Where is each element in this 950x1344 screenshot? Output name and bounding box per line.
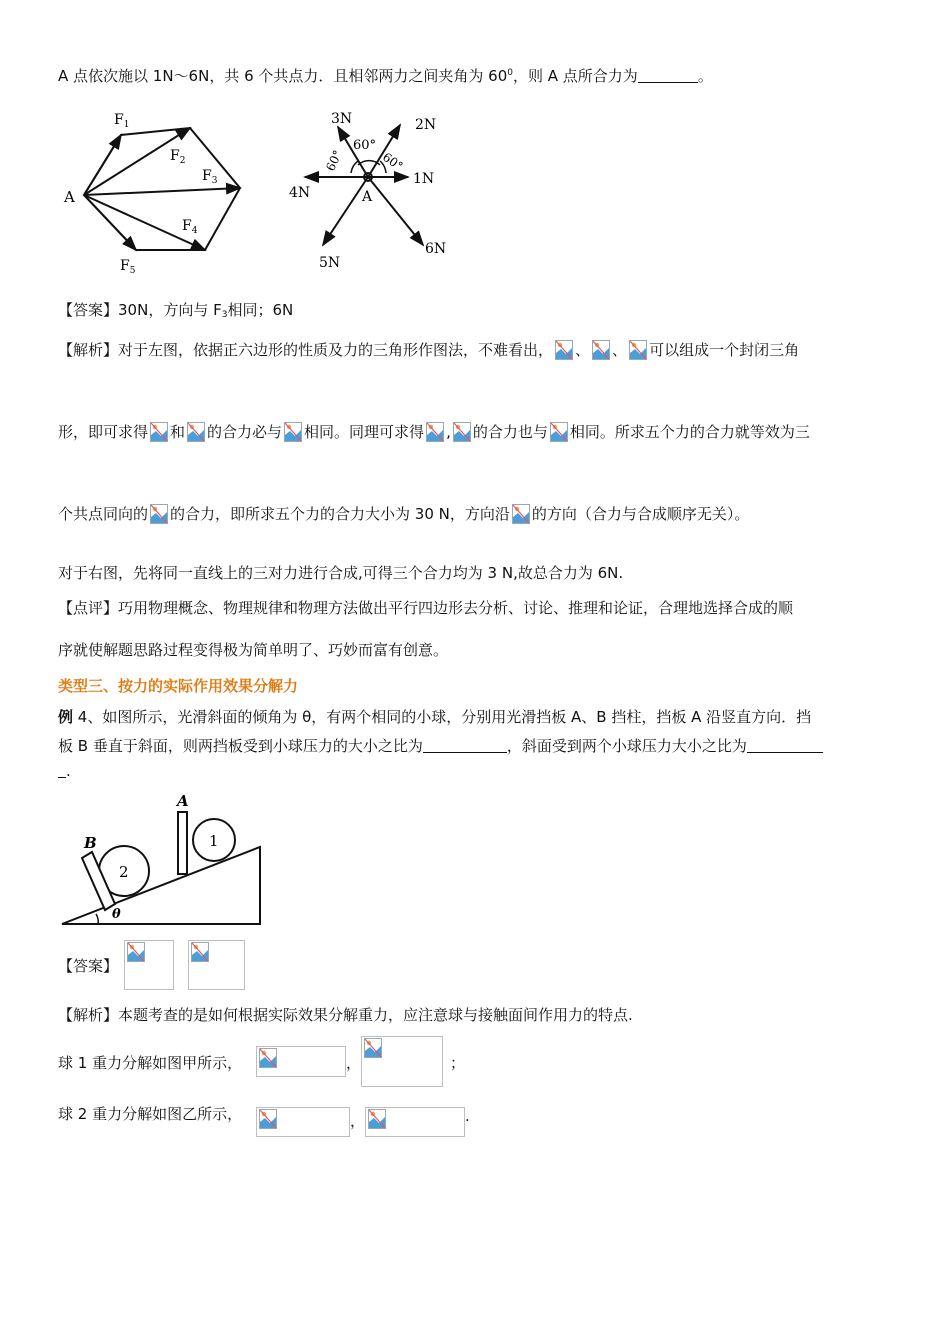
theta-label: θ bbox=[112, 907, 121, 922]
broken-image-icon bbox=[511, 503, 531, 527]
ball-1-line: 球 1 重力分解如图甲所示， bbox=[58, 1054, 243, 1072]
svg-text:F3: $F_3$ bbox=[202, 168, 218, 186]
comment-line-1: 【点评】巧用物理概念、物理规律和物理方法做出平行四边形去分析、讨论、推理和论证，合理地选择合成的顺 bbox=[58, 599, 794, 617]
example-4-line-2: 板 B 垂直于斜面，则两挡板受到小球压力的大小之比为 ，斜面受到两个小球压力大小之比为 bbox=[58, 735, 823, 757]
label-1N: 1N bbox=[413, 171, 435, 187]
analysis-2: 【解析】本题考查的是如何根据实际效果分解重力，应注意球与接触面间作用力的特点. bbox=[58, 1006, 633, 1024]
label-angle-right: 60° bbox=[380, 149, 406, 174]
ball-1-image-1 bbox=[256, 1046, 346, 1077]
six-forces-diagram bbox=[285, 105, 470, 275]
answer-1: 【答案】30N，方向与 $F_3$相同；6N bbox=[58, 301, 294, 320]
broken-image-icon bbox=[554, 339, 574, 363]
example-label: 例 bbox=[58, 708, 74, 726]
comment-prefix: 【点评】 bbox=[58, 599, 119, 617]
svg-text:F4: $F_4$ bbox=[182, 218, 198, 236]
broken-image-icon bbox=[363, 1037, 383, 1061]
answer-image-1 bbox=[124, 940, 174, 990]
svg-text:F1: $F_1$ bbox=[114, 112, 130, 130]
question-intro-text: A 点依次施以 1N～6N，共 6 个共点力．且相邻两力之间夹角为 60 bbox=[58, 67, 508, 85]
ball-1-image-2 bbox=[361, 1036, 443, 1087]
broken-image-icon bbox=[367, 1108, 387, 1132]
answer-1-prefix: 【答案】 bbox=[58, 301, 119, 319]
label-6N: 6N bbox=[425, 241, 447, 257]
label-F5: F bbox=[120, 258, 130, 274]
svg-text:F2: $F_2$ bbox=[170, 148, 186, 166]
broken-image-icon bbox=[549, 421, 569, 445]
label-angle-top: 60° bbox=[353, 138, 377, 153]
answer-blank bbox=[747, 738, 823, 753]
ball-1-label: 1 bbox=[209, 832, 219, 850]
label-A: A bbox=[177, 792, 189, 810]
label-F2: F bbox=[170, 148, 180, 164]
broken-image-icon bbox=[425, 421, 445, 445]
label-5N: 5N bbox=[319, 255, 341, 271]
label-4N: 4N bbox=[289, 185, 311, 201]
degree-superscript: 0 bbox=[507, 68, 513, 78]
broken-image-icon bbox=[126, 941, 146, 965]
broken-image-icon bbox=[258, 1047, 278, 1071]
svg-text:F5: $F_5$ bbox=[120, 258, 136, 276]
answer-image-2 bbox=[188, 940, 245, 990]
example-4-line-3: . bbox=[58, 760, 71, 782]
comment-line-2: 序就使解题思路过程变得极为简单明了、巧妙而富有创意。 bbox=[58, 641, 449, 659]
label-F3: F bbox=[202, 168, 212, 184]
question-intro-text-end: ，则 A 点所合力为 bbox=[513, 67, 638, 85]
label-B: B bbox=[84, 834, 97, 852]
analysis-1-line-4: 对于右图，先将同一直线上的三对力进行合成,可得三个合力均为 3 N,故总合力为 6N. bbox=[58, 564, 624, 582]
broken-image-icon bbox=[190, 941, 210, 965]
ball-2-image-1 bbox=[256, 1107, 350, 1137]
analysis-1-line-2: 形，即可求得 和 的合力必与 相同。同理可求得 , 的合力也与 相同。所求五个力的合力就等效为三 bbox=[58, 421, 810, 445]
broken-image-icon bbox=[149, 503, 169, 527]
answer-1-text: 30N，方向与 F bbox=[118, 301, 222, 319]
answer-blank bbox=[638, 68, 698, 83]
answer-2 bbox=[58, 955, 118, 977]
label-3N: 3N bbox=[331, 111, 353, 127]
answer-2-prefix: 【答案】 bbox=[58, 957, 119, 975]
analysis-1-line-1: 【解析】对于左图，依据正六边形的性质及力的三角形作图法，不难看出， 、 、 可以组成一个封闭三角 bbox=[58, 339, 799, 363]
ball-2-image-2 bbox=[365, 1107, 465, 1137]
analysis-prefix: 【解析】 bbox=[58, 341, 119, 359]
label-F1: F bbox=[114, 112, 124, 128]
label-2N: 2N bbox=[415, 117, 437, 133]
broken-image-icon bbox=[186, 421, 206, 445]
question-intro: A 点依次施以 1N～6N，共 6 个共点力．且相邻两力之间夹角为 $60^0$，则 A 点所合力为 。 bbox=[58, 67, 713, 85]
label-angle-left: 60° bbox=[323, 148, 345, 174]
ball-2-label: 2 bbox=[119, 863, 129, 881]
answer-blank bbox=[423, 738, 507, 753]
example-4-line-1: 例 4、如图所示，光滑斜面的倾角为 θ，有两个相同的小球，分别用光滑挡板 A、B 挡柱，挡板 A 沿竖直方向．挡 bbox=[58, 708, 812, 726]
broken-image-icon bbox=[591, 339, 611, 363]
section-heading: 类型三、按力的实际作用效果分解力 bbox=[58, 677, 299, 695]
broken-image-icon bbox=[452, 421, 472, 445]
answer-blank bbox=[58, 763, 66, 778]
broken-image-icon bbox=[258, 1108, 278, 1132]
label-A: A bbox=[64, 188, 75, 206]
incline-figure bbox=[58, 790, 268, 930]
ball-2-line: 球 2 重力分解如图乙所示， bbox=[58, 1105, 243, 1123]
broken-image-icon bbox=[283, 421, 303, 445]
label-center-A: A bbox=[362, 189, 373, 205]
analysis-2-prefix: 【解析】 bbox=[58, 1006, 119, 1024]
analysis-1-line-3: 个共点同向的 的合力，即所求五个力的合力大小为 30 N，方向沿 的方向（合力与合成顺序无关）。 bbox=[58, 503, 749, 527]
hexagon-force-diagram bbox=[58, 100, 258, 280]
label-F4: F bbox=[182, 218, 192, 234]
broken-image-icon bbox=[149, 421, 169, 445]
broken-image-icon bbox=[628, 339, 648, 363]
